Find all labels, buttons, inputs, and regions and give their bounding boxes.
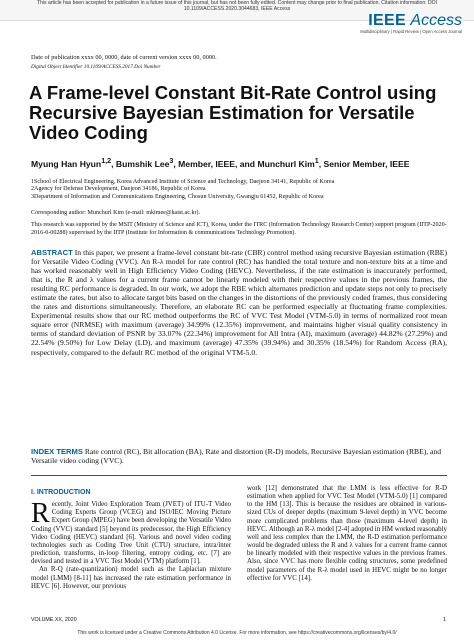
logo-tagline: Multidisciplinary | Rapid Review | Open Access Journal <box>360 29 462 34</box>
index-terms-text: Rate control (RC), Bit allocation (BA), Rate and distortion (R-D) models, Recursive Bayesian estimation (RBE), and Versatile video coding (VVC). <box>31 447 442 466</box>
ieee-access-logo <box>360 12 462 34</box>
notice-line-1: This article has been accepted for publication in a future issue of this journal, but has not been fully edited. Content may change prior to final publication. Citation information: DOI <box>36 0 438 6</box>
publication-date: Date of publication xxxx 00, 0000, date of current version xxxx 00, 0000. <box>31 54 217 61</box>
affiliation-2: 2Agency for Defense Development, Daejeon 34186, Republic of Korea <box>31 186 206 193</box>
intro-paragraph-continued: work [12] demonstrated that the LMM is less effective for R-D estimation when applied for VVC Test Model (VTM-5.0) [1] compared to the HM [13]. This is because the residues are obtained in various-sized CUs of deeper depths (maximum 9-level depth) in VVC become more complicated problems than those (maximum 4-level depth) in HEVC. Although an R-λ model [2-4] adopted in HM worked reasonably well and less complex than the LMM, the R-D estimation performance would be degraded unless the R and λ values for a current frame cannot be linearly modeled with their respective values in the previous frames. Also, since VVC has more flexible coding structures, some predefined model parameters of the R-λ model used in HEVC might be no longer effective for VVC [14]. <box>247 485 447 582</box>
drop-cap: R <box>31 498 50 530</box>
affiliations <box>31 179 451 201</box>
volume-footer: VOLUME XX, 2020 <box>31 617 77 623</box>
right-column <box>247 485 447 583</box>
affiliation-3: 3Department of Information and Communications Engineering, Chosun University, Gwangju 61452, Republic of Korea <box>31 193 324 200</box>
funding-statement: This research was supported by the MSIT (Ministry of Science and ICT), Korea, under the ITRC (Information Technology Research Center) support program (IITP-2020-2016-0-00288) supervised by the IITP (Institute for Information & communications Technology Promotion). <box>31 222 447 236</box>
index-terms-label: INDEX TERMS <box>31 447 83 456</box>
abstract-text: In this paper, we present a frame-level constant bit-rate (CBR) control method using recursive Bayesian estimation (RBE) for Versatile Video Coding (VVC). An R-λ model for rate control (RC) has handled the total texture and non-texture bits at a time and has worked reasonably well in High Efficiency Video Coding (HEVC). Nevertheless, if the rate estimation is inaccurately performed, that is, the R and λ values for a current frame cannot be linearly modeled with their respective values in the previous frames, the resulting RC performance is degraded. In our work, we adopt the RBE which alternates prediction and update steps not only to precisely estimate the rates, but also to allocate target bits based on the changes in the distortions of the previously coded frames, thus considering the rates and distortions simultaneously. Therefore, an elaborate RC can be performed especially at fluctuating frame complexities. Experimental results show that our RC method outperforms the RC of VVC Test Model (VTM-5.0) in terms of normalized root mean square error (NRMSE) with maximum (average) 34.99% (12.35%) improvement, and maintains higher visual quality consistency in terms of standard deviation of PSNR by 33.07% (22.34%) improvement for All Intra (AI), maximum (average) 44.82% (27.29%) and 22.54% (9.50%) for Low Delay (LD), and maximum (average) 47.35% (39.94%) and 30.35% (18.54%) for Random Access (RA), respectively, compared to the default RC method of the original VTM-5.0. <box>31 248 447 357</box>
abstract-block <box>31 248 447 357</box>
abstract-label: ABSTRACT <box>31 248 73 257</box>
section-divider <box>31 475 447 476</box>
author-list: Myung Han Hyun$^{1,2}$, Bumshik Lee$^3$, Member, IEEE, and Munchurl Kim$^1$, Senior Member, IEEE <box>31 157 410 169</box>
doi-line: Digital Object Identifier 10.1109/ACCESS.2017.Doi Number <box>31 64 161 70</box>
paper-title: A Frame-level Constant Bit-Rate Control using Recursive Bayesian Estimation for Versatile Video Coding <box>29 82 437 143</box>
corresponding-author: Corresponding author: Munchurl Kim (e-mail: mkimee@kaist.ac.kr). <box>31 210 201 216</box>
intro-paragraph-2: An R-Q (rate-quantization) model such as the Laplacian mixture model (LMM) [8-11] has increased the rate estimation performance in HEVC [6]. However, our previous <box>31 566 231 590</box>
intro-heading: I. INTRODUCTION <box>31 489 91 496</box>
logo-access-text: Access <box>410 12 462 29</box>
affiliation-1: 1School of Electrical Engineering, Korea Advanced Institute of Science and Technology, Daejeon 34141, Republic of Korea <box>31 179 335 185</box>
logo-ieee-text: IEEE <box>368 12 406 29</box>
left-column <box>31 489 231 591</box>
page-number: 1 <box>443 617 446 623</box>
notice-line-2: 10.1109/ACCESS.2020.3044683, IEEE Access <box>183 6 291 13</box>
license-notice: This work is licensed under a Creative Commons Attribution 4.0 License. For more information, see https://creativecommons.org/licenses/by/4.0/ <box>77 630 397 636</box>
index-terms-block <box>31 447 447 465</box>
intro-paragraph-1: ecently, Joint Video Exploration Team (JVET) of ITU-T Video Coding Experts Group (VCEG) and ISO/IEC Moving Picture Expert Group (MPEG) have been developing the Versatile Video Coding (VVC) standard [5] beyond its predecessor, the High Efficiency Video Coding (HEVC) standard [6]. Various and novel video coding technologies such as Coding Tree Unit (CTU) structure, intra/inter prediction, transforms, in-loop filtering, entropy coding, etc. [7] are devised and tested in a VVC Test Model (VTM) platform [1]. <box>31 501 231 566</box>
